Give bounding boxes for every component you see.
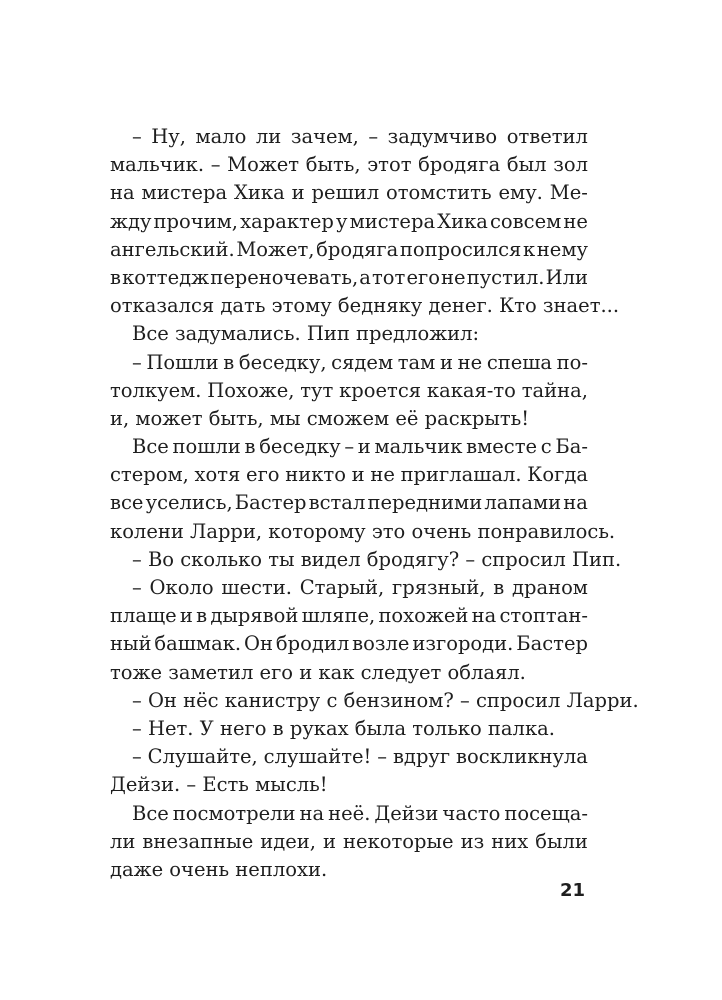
text-line: даже очень неплохи.: [110, 857, 328, 881]
text-line: Все задумались. Пип предложил:: [132, 322, 480, 346]
text-line: – Около шести. Старый, грязный, в драном: [132, 576, 588, 599]
text-line: ный башмак. Он бродил возле изгороди. Бастер: [110, 632, 588, 656]
text-line: – Ну, мало ли зачем, – задумчиво ответил: [132, 125, 588, 148]
page-number: 21: [559, 880, 585, 901]
text-line: – Он нёс канистру с бензином? – спросил Ларри.: [132, 688, 639, 712]
text-line: в коттедж переночевать, а тот его не пустил. Или: [110, 265, 588, 289]
text-line: все уселись, Бастер встал передними лапами на: [110, 491, 588, 515]
text-line: и, может быть, мы сможем её раскрыть!: [110, 406, 530, 430]
text-line: тоже заметил его и как следует облаял.: [110, 660, 526, 684]
text-line: Все посмотрели на неё. Дейзи часто посеща-: [132, 801, 588, 825]
body-text: [110, 123, 639, 884]
text-line: Все пошли в беседку – и мальчик вместе с Ба-: [132, 435, 588, 459]
text-line: отказался дать этому бедняку денег. Кто знает...: [110, 294, 620, 318]
text-line: – Нет. У него в руках была только палка.: [132, 716, 555, 740]
text-line: жду прочим, характер у мистера Хика совсем не: [110, 209, 588, 233]
text-line: колени Ларри, которому это очень понравилось.: [110, 519, 616, 543]
text-line: мальчик. – Может быть, этот бродяга был зол: [110, 153, 588, 177]
text-line: стером, хотя его никто и не приглашал. Когда: [110, 463, 588, 487]
text-line: – Во сколько ты видел бродягу? – спросил Пип.: [132, 547, 622, 571]
text-line: Дейзи. – Есть мысль!: [110, 773, 328, 797]
text-line: ангельский. Может, бродяга попросился к нему: [110, 237, 588, 261]
text-line: толкуем. Похоже, тут кроется какая-то тайна,: [110, 378, 588, 402]
text-line: ли внезапные идеи, и некоторые из них были: [110, 829, 588, 853]
text-line: на мистера Хика и решил отомстить ему. Ме-: [110, 181, 588, 205]
text-line: плаще и в дырявой шляпе, похожей на стоптан-: [110, 604, 588, 628]
text-line: – Слушайте, слушайте! – вдруг воскликнула: [132, 745, 588, 769]
text-line: – Пошли в беседку, сядем там и не спеша по-: [132, 350, 588, 374]
